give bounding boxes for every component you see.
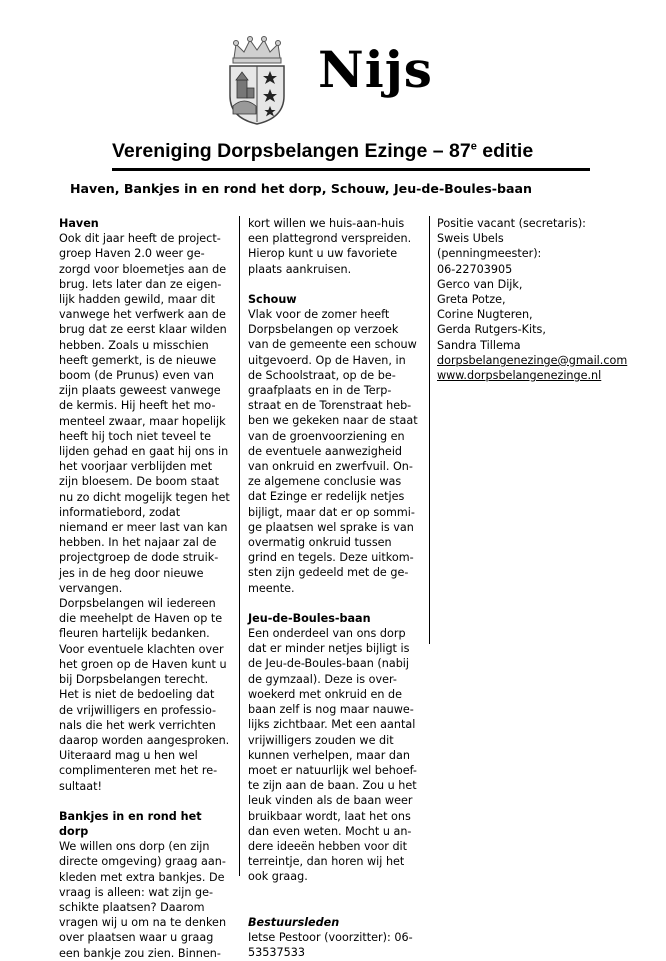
text-line: de Jeu-de-Boules-baan (nabij xyxy=(248,657,410,671)
text-line: heeft gemerkt, is de nieuwe xyxy=(59,353,217,367)
email-link[interactable]: dorpsbelangenezinge@gmail.com xyxy=(437,353,628,367)
text-line: hebben. In het najaar zal de xyxy=(59,536,217,550)
text-line: van de gemeente een schouw xyxy=(248,338,417,352)
text-line: dan even weten. Mocht u an- xyxy=(248,824,412,838)
text-line: directe omgeving) graag aan- xyxy=(59,855,226,869)
title-superscript: e xyxy=(470,140,477,153)
text-line: nu zo dicht mogelijk tegen het xyxy=(59,490,230,504)
text-line: zijn bloesem. De boom staat xyxy=(59,475,220,489)
text-line: het groen op de Haven kunt u xyxy=(59,657,227,671)
text-line: Sandra Tillema xyxy=(437,338,521,352)
text-line: vervangen. xyxy=(59,581,123,595)
text-line: ben we gekeken naar de staat xyxy=(248,414,418,428)
text-line: bruikbaar wordt, laat het ons xyxy=(248,809,411,823)
text-line: Vlak voor de zomer heeft xyxy=(248,308,390,322)
text-line: het voorjaar verblijden met xyxy=(59,460,213,474)
text-line: Ook dit jaar heeft de project- xyxy=(59,232,221,246)
text-line: dere ideeën hebben voor dit xyxy=(248,839,408,853)
text-line: boom (de Prunus) even van xyxy=(59,369,214,383)
text-line: grind en tegels. Deze uitkom- xyxy=(248,551,414,565)
section-heading-bestuursleden: Bestuursleden xyxy=(248,915,340,929)
title-rule xyxy=(112,168,590,171)
title-suffix: editie xyxy=(476,140,534,162)
text-line: moet er natuurlijk wel behoef- xyxy=(248,763,417,777)
coat-of-arms-crest xyxy=(226,36,288,126)
text-line: bijligt, maar dat er op sommi- xyxy=(248,505,415,519)
text-line: kort willen we huis-aan-huis xyxy=(248,217,405,230)
section-body-schouw xyxy=(248,307,426,596)
text-line: Gerda Rutgers-Kits, xyxy=(437,323,546,337)
text-line: Een onderdeel van ons dorp xyxy=(248,627,406,641)
text-line: Bankjes in en rond het xyxy=(59,809,202,823)
section-body-bankjes-continued xyxy=(248,216,426,277)
text-line: plaats aankruisen. xyxy=(248,262,352,276)
text-line: schikte plaatsen? Daarom xyxy=(59,900,205,914)
text-line: kunnen verhelpen, maar dan xyxy=(248,748,410,762)
text-line: sultaat! xyxy=(59,779,102,793)
text-line: 53537533 xyxy=(248,945,305,959)
text-line: ge plaatsen wel sprake is van xyxy=(248,520,414,534)
text-line: informatiebord, zodat xyxy=(59,505,181,519)
text-line: een bankje zou zien. Binnen- xyxy=(59,946,221,960)
text-line: de kermis. Hij heeft het mo- xyxy=(59,399,216,413)
text-line: kleden met extra bankjes. De xyxy=(59,870,225,884)
text-line: groep Haven 2.0 weer ge- xyxy=(59,247,205,261)
text-line: de Schoolstraat, op de be- xyxy=(248,368,396,382)
section-body-haven xyxy=(59,231,231,794)
article-column-2 xyxy=(248,216,426,960)
text-line: vraag is alleen: wat zijn ge- xyxy=(59,885,214,899)
text-line: 06-22703905 xyxy=(437,262,513,276)
text-line: vanwege het verfwerk aan de xyxy=(59,308,226,322)
text-line: baan zelf is nog maar nauwe- xyxy=(248,703,414,717)
text-line: Het is niet de bedoeling dat xyxy=(59,688,215,702)
text-line: jes in de heg door nieuwe xyxy=(59,566,204,580)
section-body-bestuursleden xyxy=(248,930,426,960)
text-line: complimenteren met het re- xyxy=(59,764,218,778)
text-line: Greta Potze, xyxy=(437,293,506,307)
text-line: terreintje, dan horen wij het xyxy=(248,855,405,869)
text-line: overmatig onkruid tussen xyxy=(248,536,392,550)
column-divider xyxy=(429,216,430,644)
text-line: van onkruid en zwerfvuil. On- xyxy=(248,460,413,474)
text-line: menteel zwaar, maar hopelijk xyxy=(59,414,226,428)
text-line: een plattegrond verspreiden. xyxy=(248,232,412,246)
text-line: heeft hij toch niet teveel te xyxy=(59,429,212,443)
text-line: over plaatsen waar u graag xyxy=(59,931,214,945)
text-line: Corine Nugteren, xyxy=(437,308,533,322)
section-body-jeu-de-boules xyxy=(248,626,426,884)
text-line: bij Dorpsbelangen terecht. xyxy=(59,673,209,687)
text-line: van de groenvoorziening en xyxy=(248,429,405,443)
text-line: dat er minder netjes bijligt is xyxy=(248,642,410,656)
article-column-1 xyxy=(59,216,231,961)
column-divider xyxy=(239,216,240,876)
text-line: meente. xyxy=(248,581,295,595)
website-link[interactable]: www.dorpsbelangenezinge.nl xyxy=(437,369,602,383)
board-members-list xyxy=(437,216,607,353)
text-line: Uiteraard mag u hen wel xyxy=(59,749,198,763)
text-line: niemand er meer last van kan xyxy=(59,521,228,535)
text-line: brug. Iets later dan ze eigen- xyxy=(59,277,222,291)
text-line: Dorpsbelangen wil iedereen xyxy=(59,597,216,611)
text-line: Gerco van Dijk, xyxy=(437,277,523,291)
text-line: Dorpsbelangen op verzoek xyxy=(248,323,399,337)
text-line: lijk hadden gewild, maar dit xyxy=(59,293,215,307)
section-heading-bankjes xyxy=(59,809,231,839)
text-line: te zijn aan de baan. Zou u het xyxy=(248,779,417,793)
text-line: Voor eventuele klachten over xyxy=(59,642,224,656)
text-line: zijn plaats geweest vanwege xyxy=(59,384,221,398)
text-line: We willen ons dorp (en zijn xyxy=(59,840,210,854)
text-line: zorgd voor bloemetjes aan de xyxy=(59,262,227,276)
text-line: dorp xyxy=(59,824,89,838)
text-line: sten zijn gedeeld met de ge- xyxy=(248,566,409,580)
text-line: lijden gehad en gaat hij ons in xyxy=(59,445,229,459)
title-text: Vereniging Dorpsbelangen Ezinge – 87 xyxy=(112,140,471,162)
text-line: hebben. Zoals u misschien xyxy=(59,338,209,352)
text-line: leuk vinden als de baan weer xyxy=(248,794,413,808)
text-line: de gymzaal). Deze is over- xyxy=(248,672,397,686)
page-subtitle: Haven, Bankjes in en rond het dorp, Schouw, Jeu-de-Boules-baan xyxy=(70,181,532,196)
text-line: lijks zichtbaar. Met een aantal xyxy=(248,718,416,732)
page-title xyxy=(112,138,533,164)
text-line: projectgroep de dode struik- xyxy=(59,551,219,565)
text-line: graafplaats en in de Terp- xyxy=(248,384,392,398)
text-line: Hierop kunt u uw favoriete xyxy=(248,247,398,261)
text-line: fleuren hartelijk bedanken. xyxy=(59,627,210,641)
text-line: straat en de Torenstraat heb- xyxy=(248,399,412,413)
section-heading-schouw: Schouw xyxy=(248,292,297,306)
text-line: nals die het werk verrichten xyxy=(59,718,216,732)
article-column-3 xyxy=(437,216,628,383)
text-line: vragen wij u om na te denken xyxy=(59,916,227,930)
text-line: ook graag. xyxy=(248,870,308,884)
text-line: ze algemene conclusie was xyxy=(248,475,402,489)
text-line: die meehelpt de Haven op te xyxy=(59,612,223,626)
text-line: uitgevoerd. Op de Haven, in xyxy=(248,353,406,367)
text-line: daarop worden aangesproken. xyxy=(59,733,230,747)
text-line: de eventuele aanwezigheid xyxy=(248,444,403,458)
text-line: de vrijwilligers en professio- xyxy=(59,703,217,717)
text-line: dat Ezinge er redelijk netjes xyxy=(248,490,405,504)
text-line: vrijwilligers zouden we dit xyxy=(248,733,394,747)
masthead-brand: Nijs xyxy=(318,40,433,99)
text-line: Sweis Ubels (penningmeester): xyxy=(437,232,542,261)
text-line: Positie vacant (secretaris): xyxy=(437,217,586,230)
section-heading-haven: Haven xyxy=(59,217,99,230)
crown-icon xyxy=(233,37,281,64)
text-line: woekerd met onkruid en de xyxy=(248,687,403,701)
text-line: Ietse Pestoor (voorzitter): 06- xyxy=(248,930,413,944)
section-heading-jeu-de-boules: Jeu-de-Boules-baan xyxy=(248,611,371,625)
text-line: brug dat ze eerst klaar wilden xyxy=(59,323,227,337)
